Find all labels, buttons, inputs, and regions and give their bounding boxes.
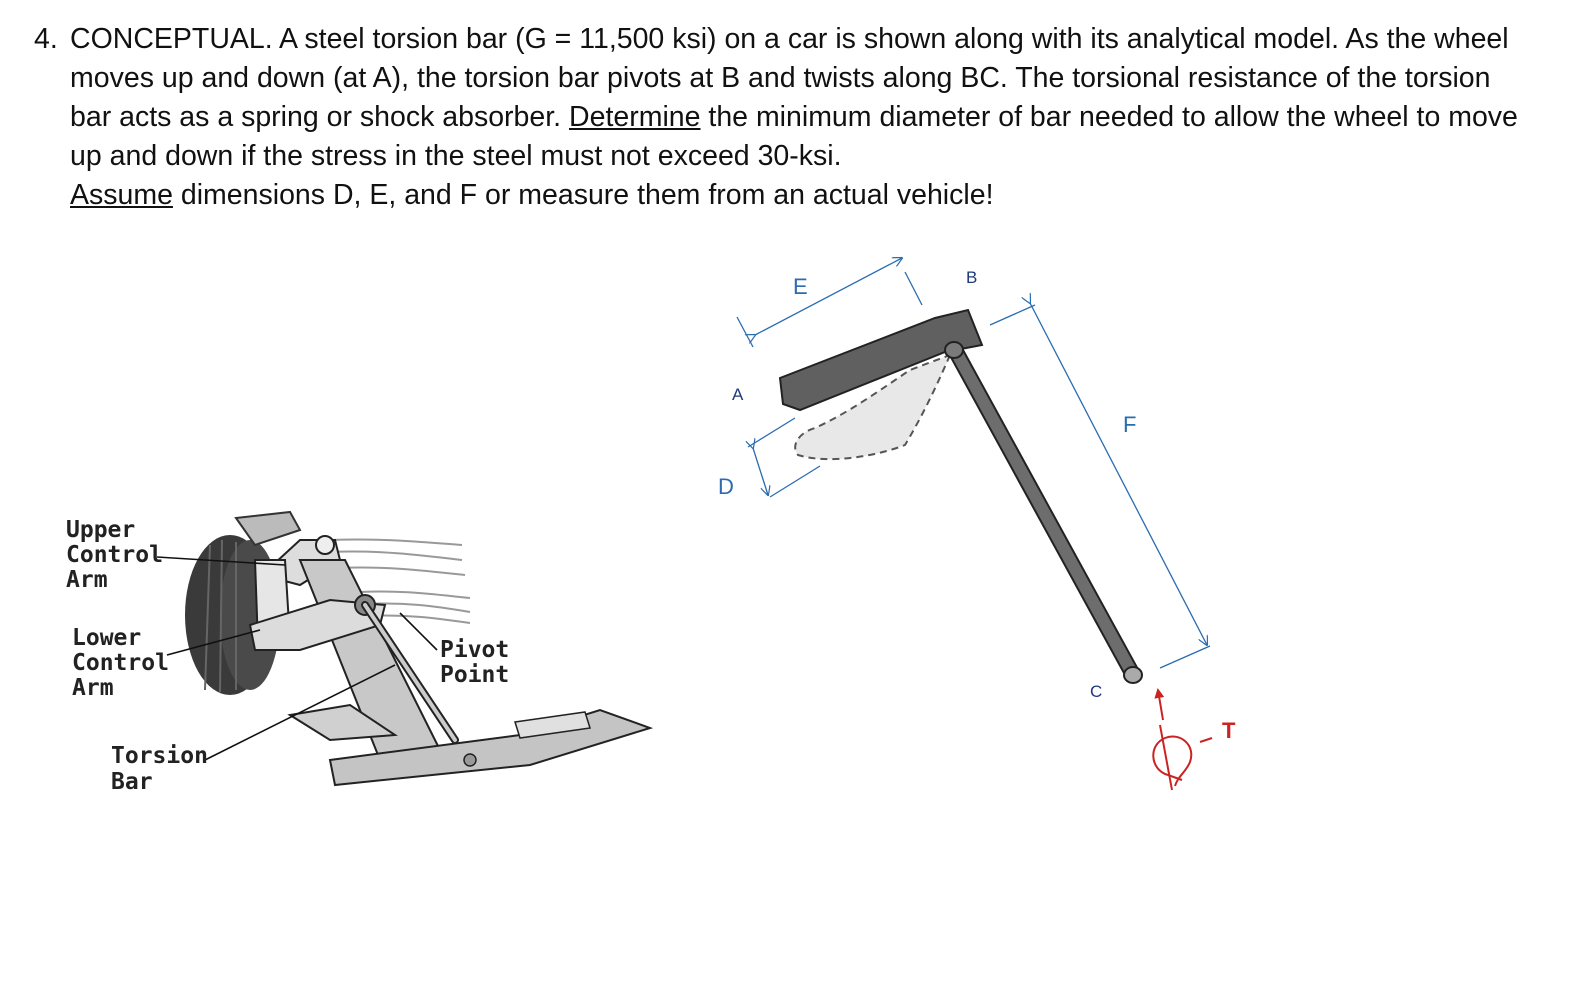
end-b	[945, 342, 963, 358]
problem-text-part2: the minimum diameter of bar needed to allow the wheel to move up and down if the stress in the steel must not exceed 30-ksi.	[70, 101, 1518, 172]
label-d: D	[718, 474, 734, 499]
torsion-bar-label-1: Torsion	[111, 743, 208, 769]
assume-keyword: Assume	[70, 179, 173, 211]
label-f: F	[1123, 412, 1137, 437]
lower-control-arm-label-3: Arm	[72, 675, 114, 701]
label-c: C	[1090, 682, 1103, 701]
upper-control-arm-label-3: Arm	[66, 567, 108, 593]
upper-pivot-bushing	[316, 536, 334, 554]
lower-control-arm-label-1: Lower	[72, 625, 142, 651]
problem-text-part3: dimensions D, E, and F or measure them from an actual vehicle!	[172, 179, 994, 211]
upper-control-arm-label-2: Control	[66, 542, 163, 568]
label-a: A	[732, 385, 744, 404]
end-c	[1124, 667, 1142, 683]
pivot-point-label-1: Pivot	[440, 637, 510, 663]
problem-number: 4.	[34, 23, 58, 55]
suspension-illustration	[66, 512, 650, 795]
determine-keyword: Determine	[569, 101, 701, 133]
upper-control-arm-label-1: Upper	[66, 517, 136, 543]
pivot-point-label-2: Point	[440, 662, 510, 688]
label-t: T	[1222, 718, 1236, 743]
analytical-model	[718, 258, 1236, 790]
problem-text-part1: CONCEPTUAL. A steel torsion bar (G = 11,500 ksi) on a car is shown along with its analytical model. As the wheel moves up and down (at A), the torsion bar pivots at B and twists along BC. The torsional resistance of the torsion bar acts as a spring or shock absorber.	[70, 23, 1509, 133]
label-e: E	[793, 274, 808, 299]
torque-arrow	[1153, 690, 1212, 790]
torsion-bar-label-2: Bar	[111, 769, 153, 795]
label-b: B	[966, 268, 978, 287]
lower-control-arm-label-2: Control	[72, 650, 169, 676]
